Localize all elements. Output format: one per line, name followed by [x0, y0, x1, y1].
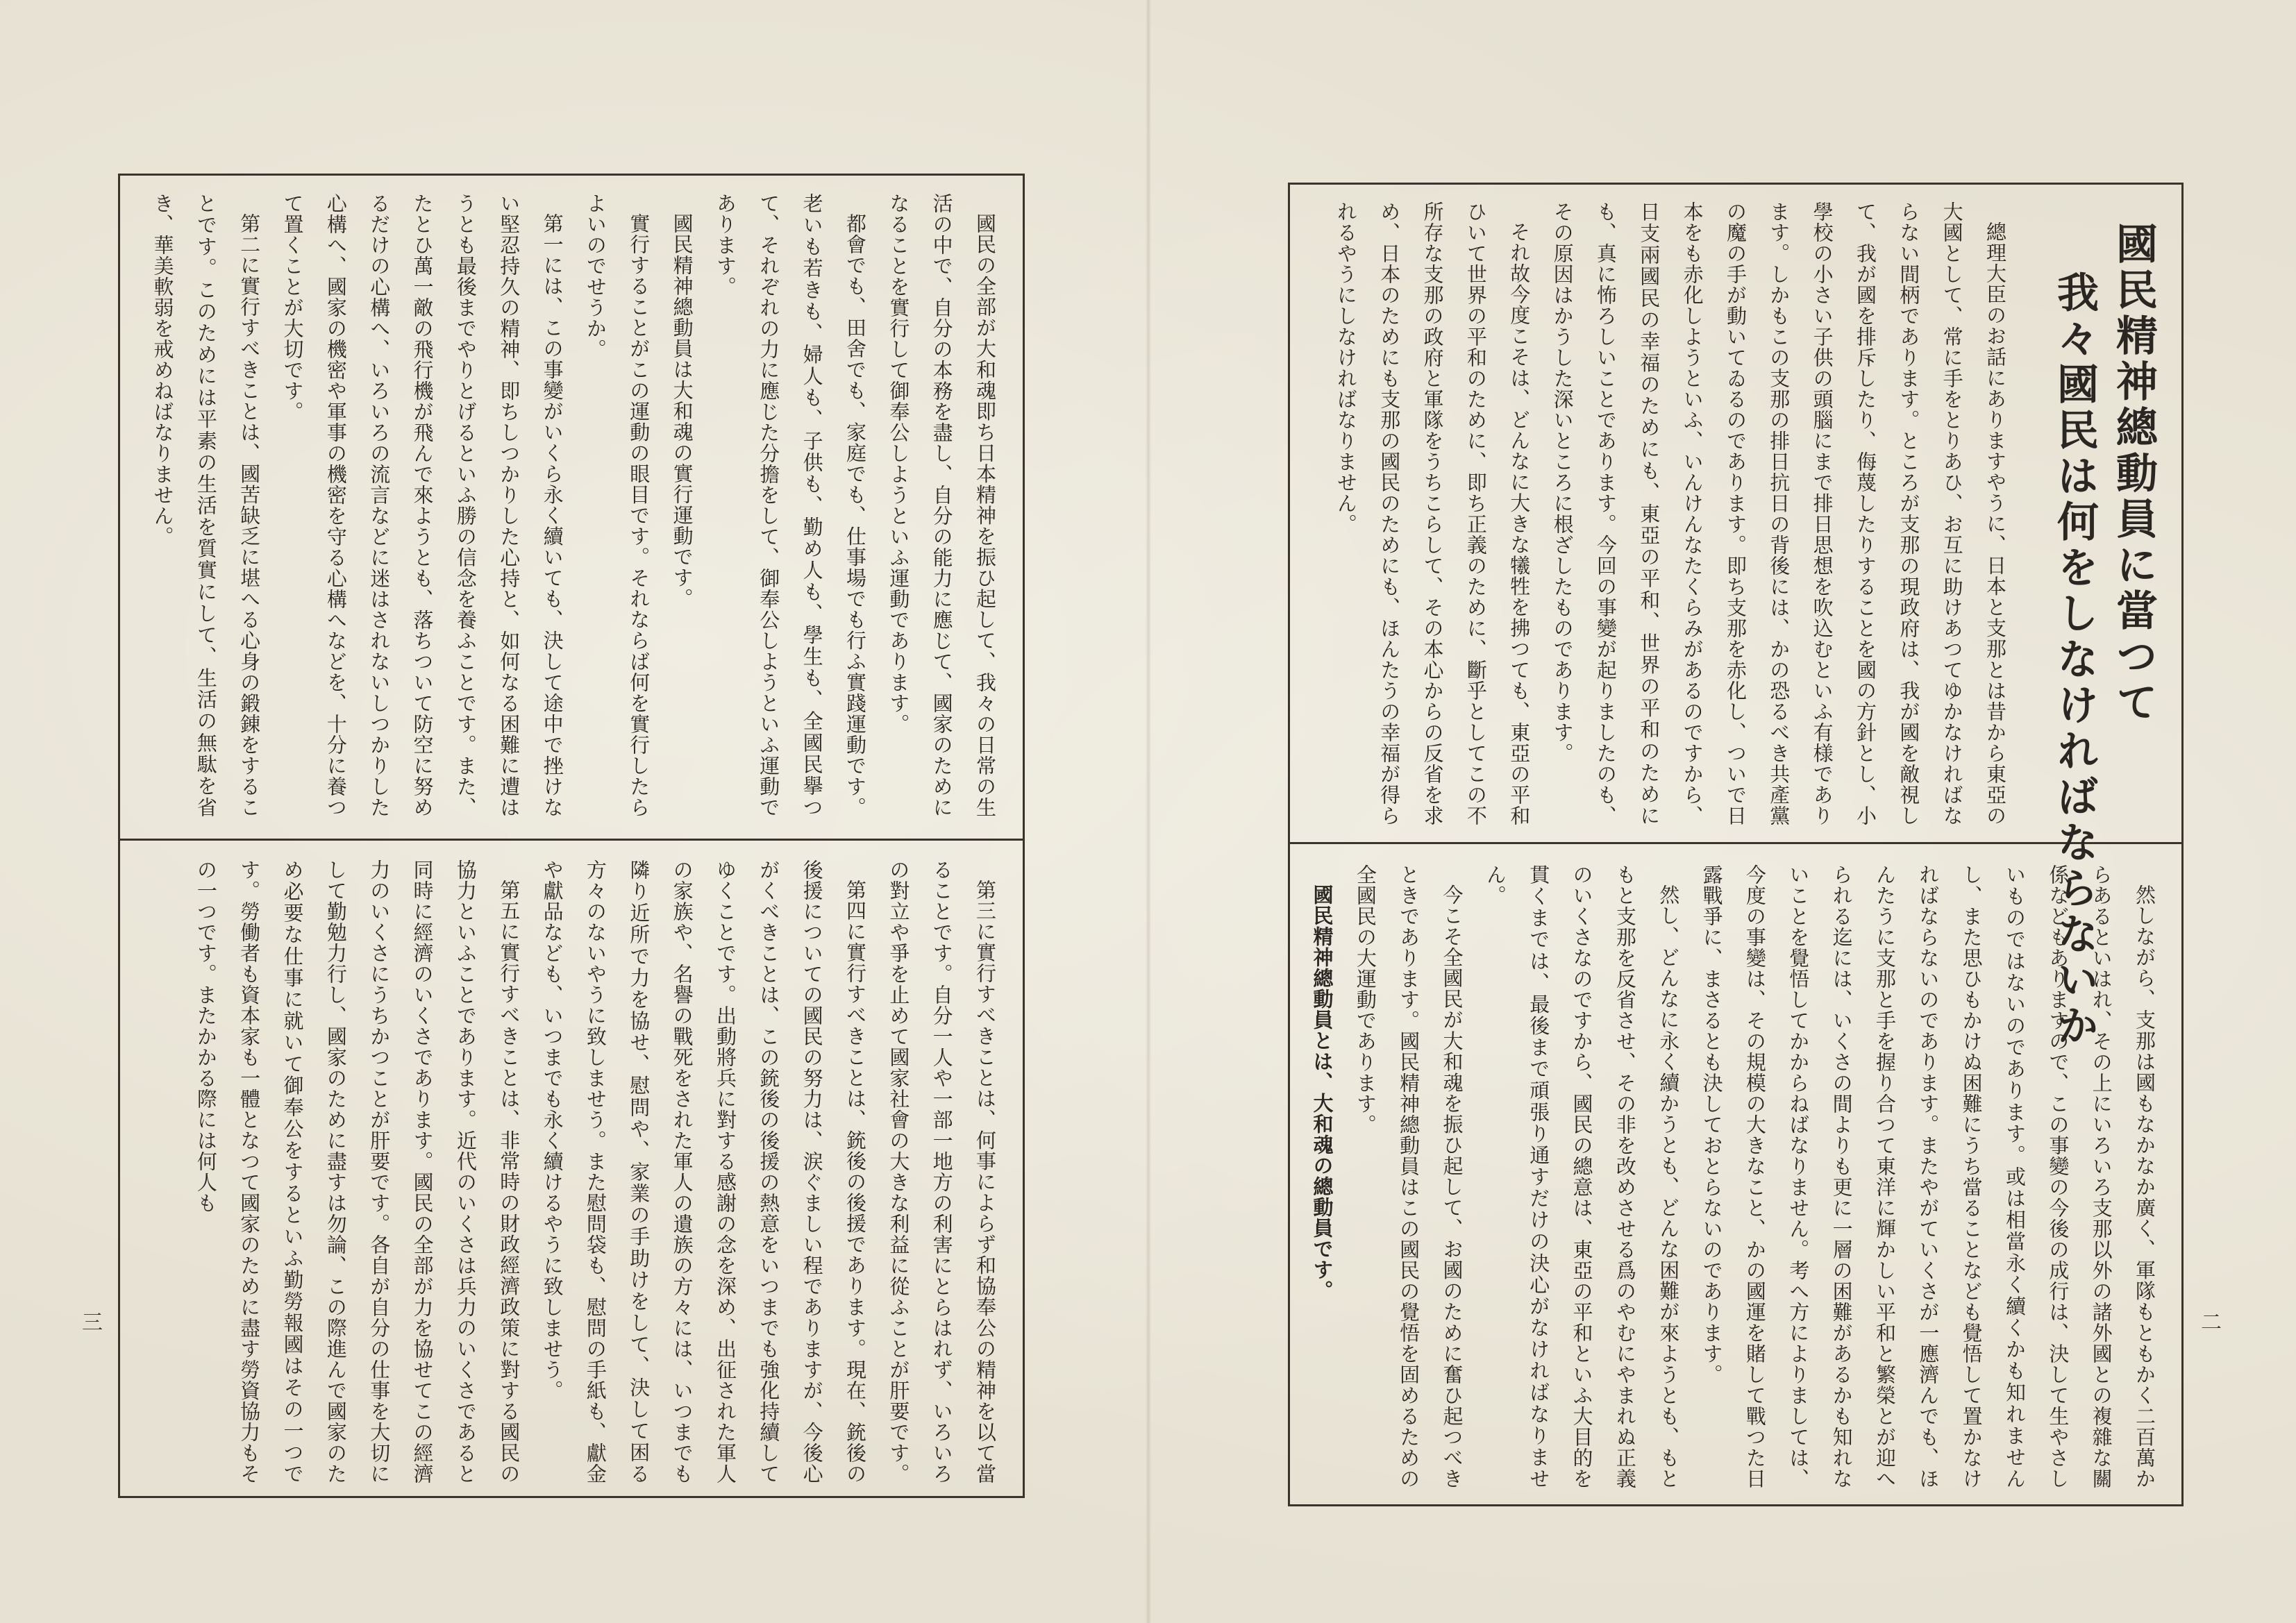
- left-top-paragraph: 國民の全部が大和魂即ち日本精神を振ひ起して、我々の日常の生活の中で、自分の本務を盡し、自分の能力に應じて、國家のためになることを實行して御奉公しようといふ運動であります。: [887, 193, 997, 818]
- left-page-divider: [119, 839, 1023, 841]
- left-page-bottom-text: [146, 859, 1007, 1484]
- left-top-paragraph: 第二に實行すべきことは、國苦缺乏に堪へる心身の鍛錬をすることです。このためには平素の生活を質實にして、生活の無駄を省き、華美軟弱を戒めねばなりません。: [151, 193, 262, 818]
- document-title: 國民精神總動員に當つて: [2109, 222, 2158, 726]
- right-bottom-paragraph: 然し、どんなに永く續かうとも、どんな困難が來ようとも、もともと支那を反省させ、その非を改めさせる爲のやむにやまれぬ正義のいくさなのですから、國民の總意は、東亞の平和といふ大目的を貫くまでは、最後まで頑張り通すだけの決心がなければなりません。: [1483, 864, 1681, 1489]
- right-bottom-paragraph: 然しながら、支那は國もなかなか廣く、軍隊もともかく二百萬からあるといはれ、その上にいろいろ支那以外の諸外國との複雜な關係などもありますので、この事變の今後の成行は、決して生やさしいものではないのであります。或は相當永く續くかも知れませんし、また思ひもかけぬ困難にうち當ることなども覺悟して置かなければならないのであります。またやがていくさが一應濟んでも、ほんたうに支那と手を握り合つて東洋に輝かしい平和と繁榮とが迎へられる迄には、いくさの間よりも更に一層の困難があるかも知れないことを覺悟してかからねばなりません。考へ方によりましては、今度の事變は、その規模の大きなこと、かの國運を賭して戰つた日露戰爭に、まさるとも決しておとらないのであります。: [1700, 864, 2156, 1489]
- left-top-paragraph: 實行することがこの運動の眼目です。それならば何を實行したらよいのでせうか。: [583, 193, 651, 818]
- left-bottom-paragraph: 第三に實行すべきことは、何事によらず和協奉公の精神を以て當ることです。自分一人や一部一地方の利害にとらはれず、いろいろの對立や爭を止めて國家社會の大きな利益に從ふことが肝要です。: [887, 859, 997, 1484]
- right-top-paragraph: 總理大臣のお話にありますやうに、日本と支那とは昔から東亞の大國として、常に手をとりあひ、お互に助けあつてゆかなければならない間柄であります。ところが支那の現政府は、我が國を敵視して、我が國を排斥したり、侮蔑したりすることを國の方針とし、小學校の小さい子供の頭腦にまで排日思想を吹込むといふ有様であります。しかもこの支那の排日抗日の背後には、かの恐るべき共產黨の魔の手が動いてゐるのであります。即ち支那を赤化し、ついで日本をも赤化しようといふ、いんけんなたくらみがあるのですから、日支兩國民の幸福のためにも、東亞の平和、世界の平和のためにも、真に怖ろしいことであります。今回の事變が起りましたのも、その原因はかうした深いところに根ざしたものであります。: [1550, 201, 2007, 826]
- right-bottom-paragraph: 國民精神總動員とは、大和魂の總動員です。: [1310, 884, 1334, 1301]
- left-page-number: 三: [82, 1311, 103, 1335]
- center-fold: [1146, 0, 1151, 1623]
- left-bottom-paragraph: 第五に實行すべきことは、非常時の財政經濟政策に對する國民の協力といふことであります。近代のいくさは兵力のいくさであると同時に經濟のいくさであります。國民の全部が力を協せてこの經濟力のいくさにうちかつことが肝要です。各自が自分の仕事を大切にして勤勉力行し、國家のために盡すは勿論、この際進んで國家のため必要な仕事に就いて御奉公をするといふ勤勞報國はその一つです。勞働者も資本家も一體となつて國家のために盡す勞資協力もその一つです。またかかる際には何人も: [194, 859, 521, 1484]
- left-bottom-paragraph: 第四に實行すべきことは、銃後の後援であります。現在、銃後の後援についての國民の努力は、涙ぐましい程でありますが、今後心がくべきことは、この銃後の後援の熱意をいつまでも強化持續してゆくことです。出動將兵に對する感謝の念を深め、出征された軍人の家族や、名譽の戰死をされた軍人の遺族の方々には、いつまでも隣り近所で力を協せ、慰問や、家業の手助けをして、決して困る方々のないやうに致しませう。また慰問袋も、慰問の手紙も、獻金や獻品なども、いつまでも永く續けるやうに致しませう。: [540, 859, 867, 1484]
- right-bottom-paragraph: 今こそ全國民が大和魂を振ひ起して、お國のために奮ひ起つべきときであります。國民精神總動員はこの國民の覺悟を固めるための全國民の大運動であります。: [1353, 864, 1464, 1489]
- document-subtitle: 我々國民は何をしなければならないか: [2050, 271, 2099, 1050]
- left-top-paragraph: 第一には、この事變がいくら永く續いても、決して途中で挫けない堅忍持久の精神、即ちしつかりした心持と、如何なる困難に遭はうとも最後までやりとげるといふ勝の信念を養ふことです。また、たとひ萬一敵の飛行機が飛んで來ようとも、落ちついて防空に努めるだけの心構へ、いろいろの流言などに迷はされないしつかりした心構へ、國家の機密や軍事の機密を守る心構へなどを、十分に養つて置くことが大切です。: [280, 193, 564, 818]
- left-top-paragraph: 都會でも、田舍でも、家庭でも、仕事場でも行ふ實踐運動です。老いも若きも、婦人も、子供も、勤め人も、學生も、全國民擧つて、それぞれの力に應じた分擔をして、御奉公しようといふ運動であります。: [713, 193, 867, 818]
- right-page-top-text: [1316, 201, 2017, 826]
- left-top-paragraph: 國民精神總動員は大和魂の實行運動です。: [670, 213, 694, 609]
- right-page-bottom-text: [1310, 864, 2166, 1489]
- right-top-paragraph: それ故今度こそは、どんなに大きな犧牲を拂つても、東亞の平和ひいて世界の平和のために、即ち正義のために、斷乎としてこの不所存な支那の政府と軍隊をうちこらして、その本心からの反省を求め、日本のためにも支那の國民のためにも、ほんたうの幸福が得られるやうにしなければなりません。: [1334, 201, 1532, 826]
- left-page-top-text: [146, 193, 1007, 818]
- right-page-number: 二: [2201, 1311, 2222, 1335]
